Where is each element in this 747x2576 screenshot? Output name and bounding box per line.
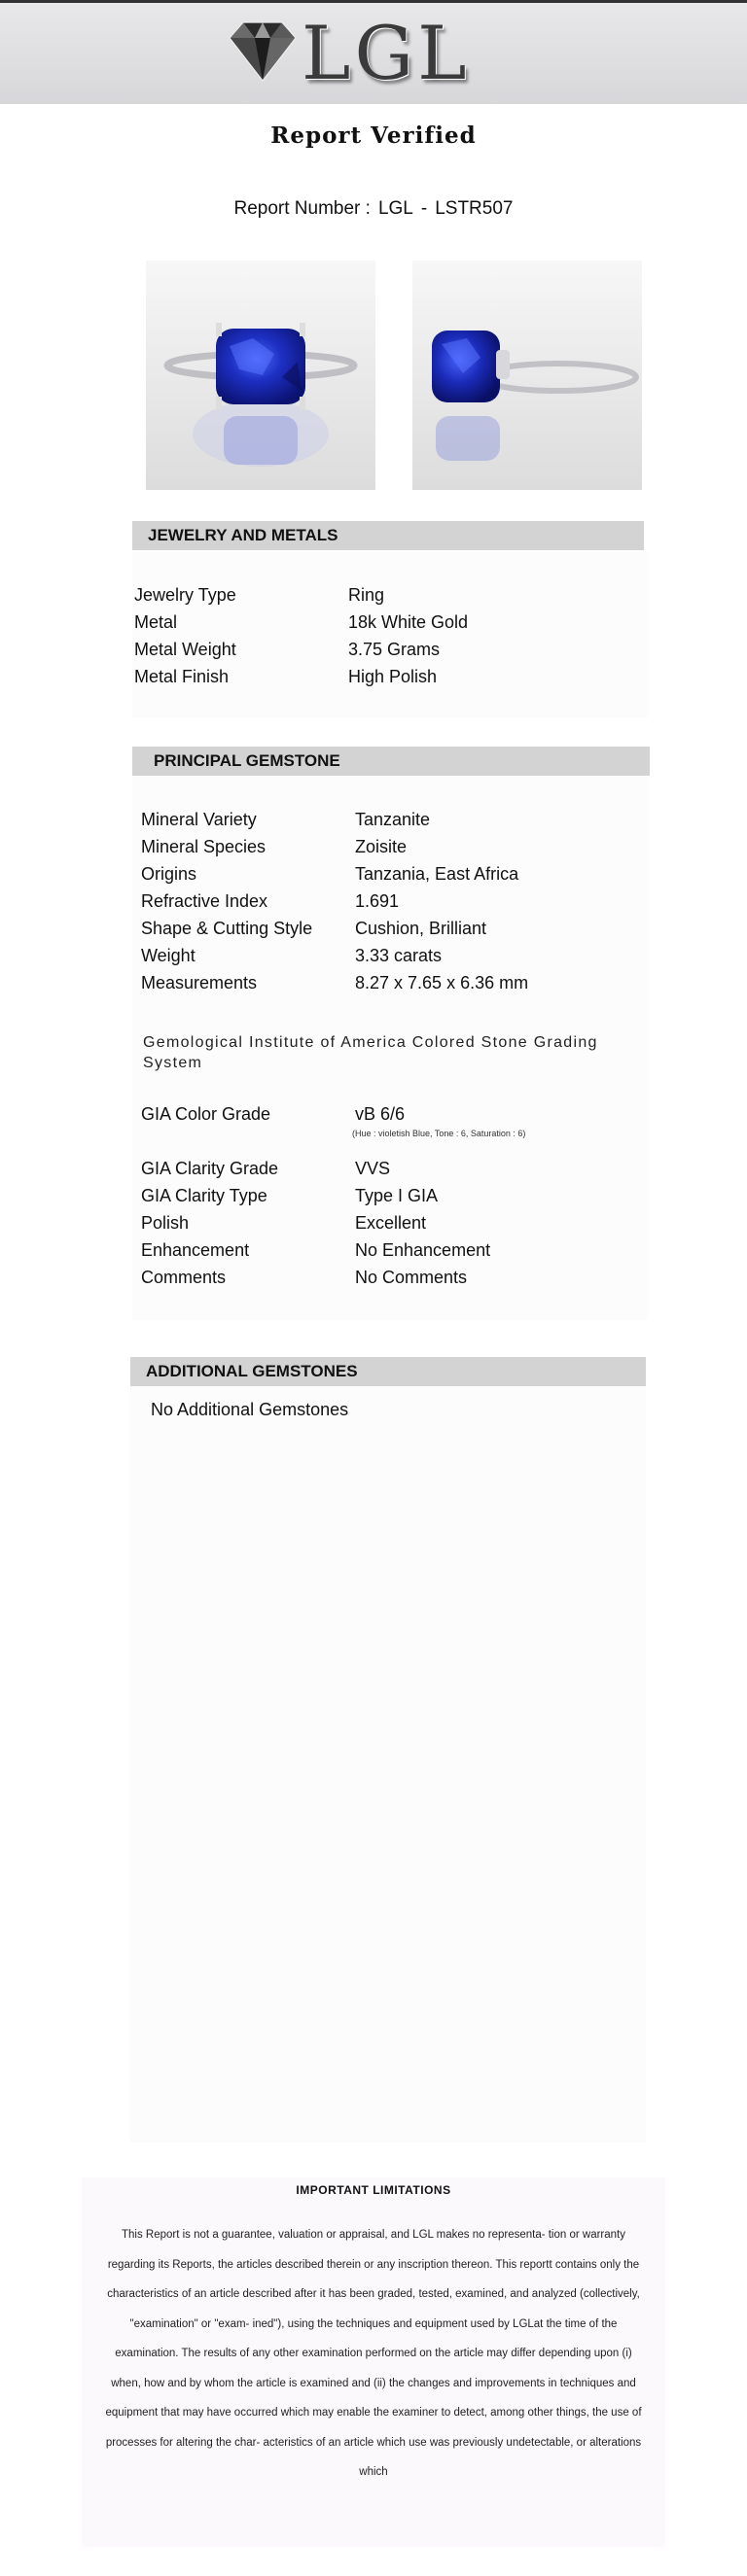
row-label: Comments (141, 1268, 227, 1287)
row-value: vB 6/6 (355, 1104, 406, 1124)
gemstone-row (141, 1155, 490, 1182)
gia-color-grade (141, 1100, 405, 1128)
row-value: VVS (355, 1159, 391, 1178)
grade-list (141, 1155, 490, 1291)
row-label: Mineral Species (141, 837, 267, 856)
report-number-prefix: LGL (377, 198, 413, 219)
report-number-label: Report Number : (233, 198, 371, 219)
gia-grading-system-title: Gemological Institute of America Colored Stone Grading System (143, 1034, 598, 1071)
row-value: 8.27 x 7.65 x 6.36 mm (355, 973, 529, 992)
ring-photo-front[interactable] (146, 261, 375, 490)
no-additional-gemstones: No Additional Gemstones (151, 1400, 349, 1419)
color-grade-note: (Hue : violetish Blue, Tone : 6, Saturation : 6) (352, 1129, 526, 1138)
ring-photo-side[interactable] (412, 261, 642, 490)
gemstone-row (141, 942, 528, 969)
row-value: 3.75 Grams (348, 640, 441, 659)
row-label: Weight (141, 946, 196, 965)
limitations-heading: IMPORTANT LIMITATIONS (296, 2183, 451, 2197)
row-value: Ring (348, 585, 385, 605)
row-label: GIA Clarity Type (141, 1186, 267, 1205)
section-principal-gemstone: PRINCIPAL GEMSTONE (132, 747, 650, 776)
section-additional-gemstones: ADDITIONAL GEMSTONES (130, 1357, 646, 1386)
row-label: Enhancement (141, 1240, 250, 1260)
row-value: Cushion, Brilliant (355, 919, 487, 938)
row-value: Tanzania, East Africa (355, 864, 519, 884)
jewelry-row (134, 609, 468, 636)
additional-panel (130, 1384, 646, 2142)
row-label: GIA Color Grade (141, 1104, 271, 1124)
row-label: Metal Finish (134, 667, 230, 686)
row-value: Zoisite (355, 837, 408, 856)
gemstone-row (141, 888, 528, 915)
jewelry-list (134, 581, 468, 690)
gemstone-row (141, 1209, 490, 1236)
row-label: Polish (141, 1213, 190, 1233)
row-label: Metal Weight (134, 640, 236, 659)
row-value: 1.691 (355, 891, 400, 911)
gemstone-row (141, 860, 528, 888)
report-number (0, 198, 747, 220)
row-label: Jewelry Type (134, 585, 236, 605)
site-header (0, 3, 747, 104)
row-value: 3.33 carats (355, 946, 443, 965)
row-value: Excellent (355, 1213, 427, 1233)
gemstone-row (141, 833, 528, 860)
limitations-text: This Report is not a guarantee, valuation or appraisal, and LGL makes no representa- tion or warranty regarding its Reports, the articles described therein or any inscription thereon. This reportt contains only the characteristics of an article described after it has been graded, tested, examined, and analyzed (collectively, "examination" or "exam- ined"), using the techniques and equipment used by LGLat the time of the examination. The results of any other examination performed on the article may differ depending upon (i) when, how and by whom the article is examined and (ii) the changes and improvements in techniques and equipment that may have occurred which may enable the examiner to detect, among other things, the use of processes for altering the char- acteristics of an article which use was previously undetectable, or alterations which (105, 2229, 642, 2478)
row-label: Refractive Index (141, 891, 268, 911)
gemstone-row (141, 806, 528, 833)
jewelry-row (134, 581, 468, 609)
report-number-separator: - (420, 198, 428, 219)
gemstone-row (141, 1100, 405, 1128)
report-number-value: LSTR507 (435, 198, 514, 219)
row-label: GIA Clarity Grade (141, 1159, 279, 1178)
gemstone-row (141, 1182, 490, 1209)
row-value: No Enhancement (355, 1240, 491, 1260)
logo-text: LGL (302, 10, 471, 96)
lgl-logo[interactable] (226, 10, 479, 96)
row-value: High Polish (348, 667, 438, 686)
section-jewelry-and-metals: JEWELRY AND METALS (132, 521, 644, 550)
row-label: Origins (141, 864, 197, 884)
gemstone-row (141, 1264, 490, 1291)
gemstone-row (141, 1236, 490, 1264)
jewelry-row (134, 663, 468, 690)
diamond-icon (226, 17, 300, 87)
gemstone-list (141, 806, 528, 996)
row-label: Measurements (141, 973, 258, 992)
page-title: Report Verified (270, 122, 477, 149)
gemstone-row (141, 915, 528, 942)
gemstone-row (141, 969, 528, 996)
row-label: Shape & Cutting Style (141, 919, 313, 938)
jewelry-row (134, 636, 468, 663)
row-value: 18k White Gold (348, 612, 469, 632)
row-value: No Comments (355, 1268, 468, 1287)
row-value: Tanzanite (355, 810, 431, 829)
row-label: Metal (134, 612, 178, 632)
row-value: Type I GIA (355, 1186, 439, 1205)
row-label: Mineral Variety (141, 810, 257, 829)
